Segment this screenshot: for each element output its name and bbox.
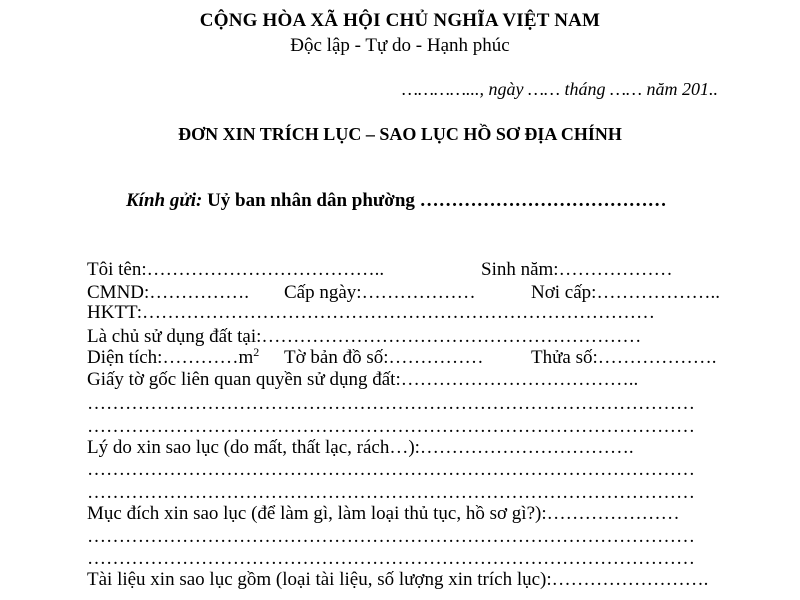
greeting-recipient: Uỷ ban nhân dân phường ………………………………… <box>207 190 667 211</box>
dotted-line: …………………………………………………………………………………… <box>87 459 695 480</box>
field-requested-documents: Tài liệu xin sao lục gồm (loại tài liệu, số lượng xin trích lục):……………………. <box>87 569 709 590</box>
field-purpose: Mục đích xin sao lục (để làm gì, làm loại thủ tục, hồ sơ gì?):………………… <box>87 503 680 524</box>
greeting-prefix: Kính gửi: <box>126 190 203 211</box>
field-residence: HKTT:……………………………………………………………………… <box>87 302 655 323</box>
field-reason: Lý do xin sao lục (do mất, thất lạc, rách…):……………………………. <box>87 437 634 458</box>
field-area <box>87 347 259 369</box>
national-title: CỘNG HÒA XÃ HỘI CHỦ NGHĨA VIỆT NAM <box>199 10 601 31</box>
dotted-line: …………………………………………………………………………………… <box>87 393 695 414</box>
field-issue-place: Nơi cấp:……………….. <box>531 282 720 303</box>
dotted-line: …………………………………………………………………………………… <box>87 526 695 547</box>
dotted-line: …………………………………………………………………………………… <box>87 416 695 437</box>
field-issue-date: Cấp ngày:……………… <box>284 282 476 303</box>
greeting-line <box>126 190 667 212</box>
field-area-label: Diện tích:…………m <box>87 347 254 368</box>
field-map-sheet: Tờ bản đồ số:…………… <box>284 347 484 368</box>
field-id-number: CMND:……………. <box>87 282 250 303</box>
field-original-documents: Giấy tờ gốc liên quan quyền sử dụng đất:……………………………….. <box>87 369 639 390</box>
national-motto: Độc lập - Tự do - Hạnh phúc <box>290 35 510 56</box>
form-title: ĐƠN XIN TRÍCH LỤC – SAO LỤC HỒ SƠ ĐỊA CHÍNH <box>178 124 622 144</box>
dotted-line: …………………………………………………………………………………… <box>87 482 695 503</box>
dotted-line: …………………………………………………………………………………… <box>87 548 695 569</box>
date-line: …………..., ngày …… tháng …… năm 201.. <box>402 79 719 99</box>
field-parcel-number: Thửa số:………………. <box>531 347 717 368</box>
field-name: Tôi tên:……………………………….. <box>87 259 385 280</box>
field-birth-year: Sinh năm:……………… <box>481 259 673 280</box>
field-land-owner: Là chủ sử dụng đất tại:…………………………………………………… <box>87 326 642 347</box>
field-area-unit-exponent: 2 <box>253 345 260 359</box>
